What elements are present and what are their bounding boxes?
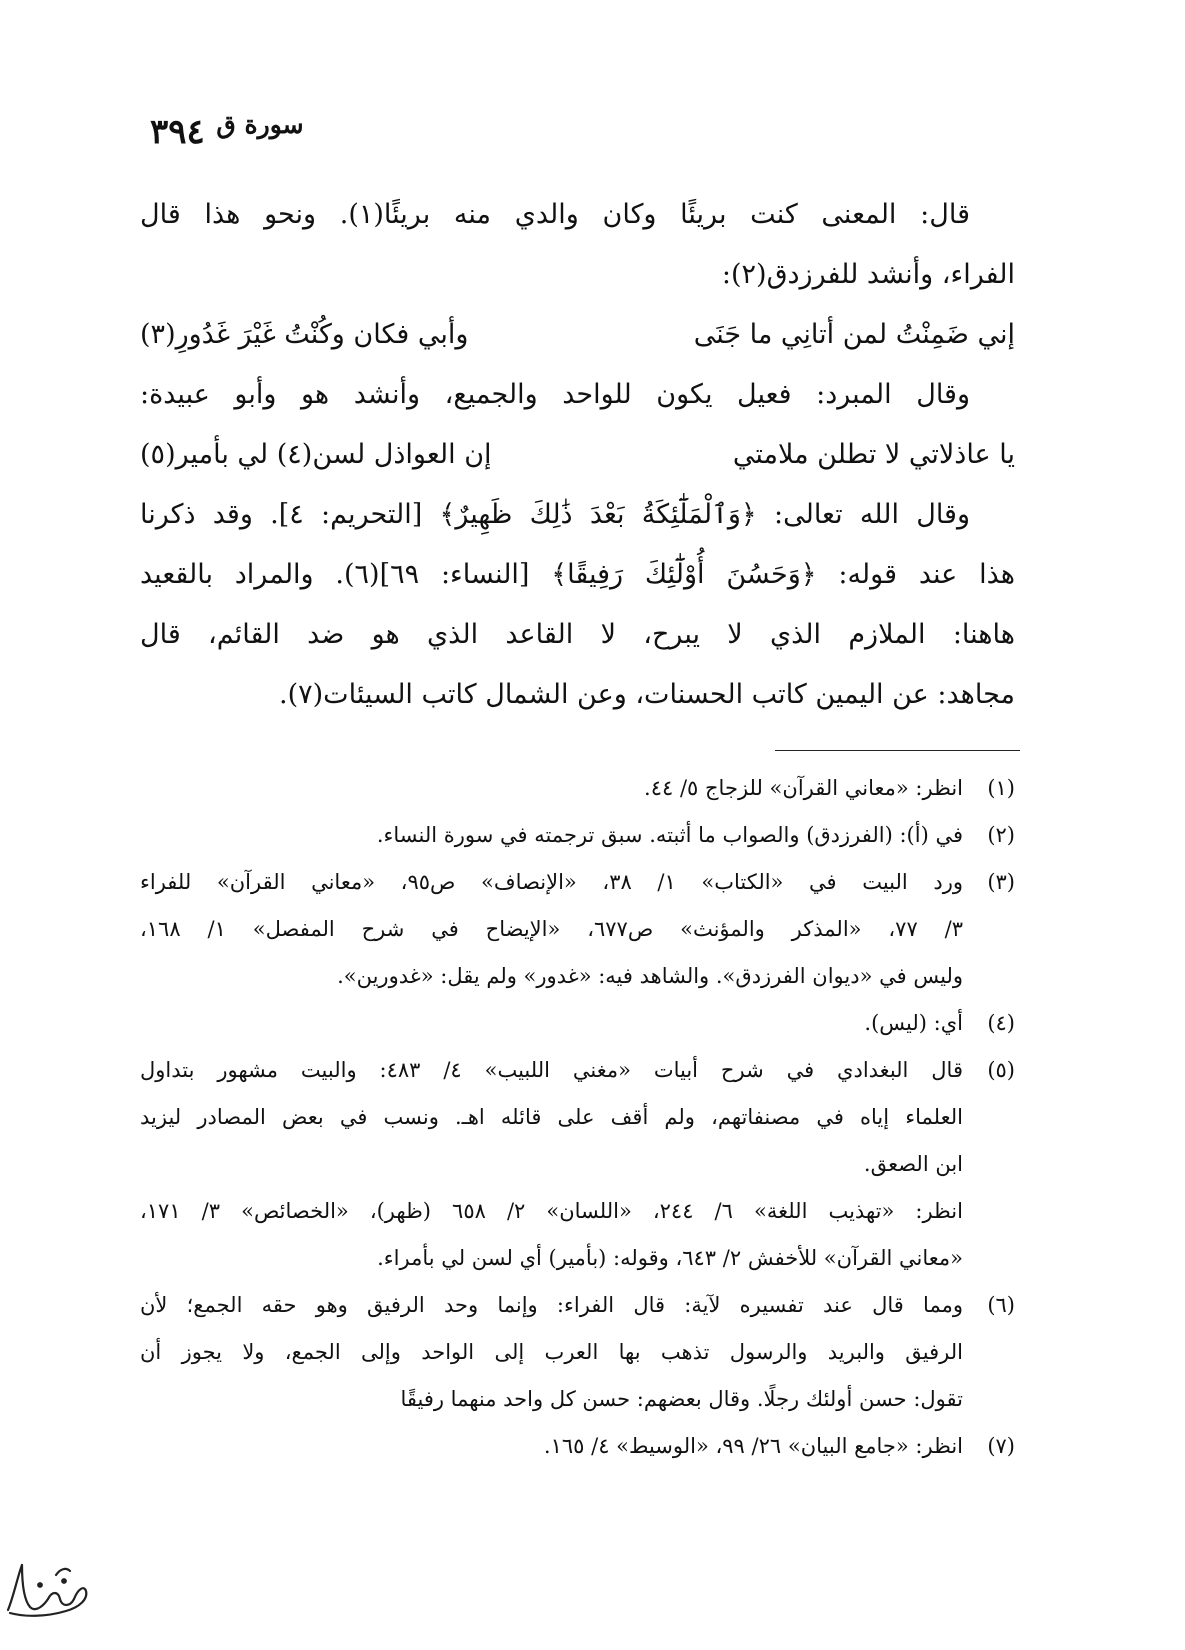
footnote-line: انظر: «جامع البيان» ٢٦/ ٩٩، «الوسيط» ٤/ ١٦٥. xyxy=(543,1434,963,1458)
page-number: ٣٩٤ xyxy=(150,112,205,152)
footnote-line: تقول: حسن أولئك رجلًا. وقال بعضهم: حسن كل واحد منهما رفيقًا xyxy=(400,1387,963,1411)
footnote-line: ورد البيت في «الكتاب» ١/ ٣٨، «الإنصاف» ص٩٥، «معاني القرآن» للفراء xyxy=(140,870,963,894)
footnote-line: قال البغدادي في شرح أبيات «مغني اللبيب» ٤/ ٤٨٣: والبيت مشهور بتداول xyxy=(140,1058,963,1082)
footnote-line: انظر: «معاني القرآن» للزجاج ٥/ ٤٤. xyxy=(644,776,963,800)
text-line: الفراء، وأنشد للفرزدق(٢): xyxy=(721,259,1015,290)
footnote xyxy=(140,1423,1015,1470)
footnote-line: الرفيق والبريد والرسول تذهب بها العرب إلى الواحد وإلى الجمع، ولا يجوز أن xyxy=(140,1340,963,1364)
footnote xyxy=(140,859,1015,1000)
text-line: هذا عند قوله: ﴿وَحَسُنَ أُوْلَٰٓئِكَ رَفِيقًا﴾ [النساء: ٦٩](٦). والمراد بالقعيد xyxy=(140,559,1015,590)
text-line: مجاهد: عن اليمين كاتب الحسنات، وعن الشمال كاتب السيئات(٧). xyxy=(279,679,1015,710)
verse-first-hemistich: إني ضَمِنْتُ لمن أتانِي ما جَنَى xyxy=(693,319,1015,350)
text-line: وقال الله تعالى: ﴿وَٱلْمَلَٰٓئِكَةُ بَعْدَ ذَٰلِكَ ظَهِيرٌ﴾ [التحريم: ٤]. وقد ذكرنا xyxy=(140,499,970,530)
footnote-number: (٧) xyxy=(987,1434,1015,1458)
footnote xyxy=(140,1047,1015,1282)
footnote-line: ابن الصعق. xyxy=(863,1152,963,1176)
footnote-line: ومما قال عند تفسيره لآية: قال الفراء: وإنما وحد الرفيق وهو حقه الجمع؛ لأن xyxy=(140,1293,963,1317)
footnote-line: في (أ): (الفرزدق) والصواب ما أثبته. سبق ترجمته في سورة النساء. xyxy=(376,823,963,847)
footnote-line: انظر: «تهذيب اللغة» ٦/ ٢٤٤، «اللسان» ٢/ ٦٥٨ (ظهر)، «الخصائص» ٣/ ١٧١، xyxy=(140,1199,963,1223)
text-line: وقال المبرد: فعيل يكون للواحد والجميع، وأنشد هو وأبو عبيدة: xyxy=(140,379,970,410)
footnote-number: (٤) xyxy=(987,1011,1015,1035)
verse-second-hemistich: وأبي فكان وكُنْتُ غَيْرَ غَدُورِ(٣) xyxy=(140,319,469,350)
footnote-line: العلماء إياه في مصنفاتهم، ولم أقف على قائله اهـ. ونسب في بعض المصادر ليزيد xyxy=(140,1105,963,1129)
footnote-number: (٥) xyxy=(987,1058,1015,1082)
footnote xyxy=(140,1282,1015,1423)
footnote-number: (٣) xyxy=(987,870,1015,894)
footnote-number: (٢) xyxy=(987,823,1015,847)
text-line: قال: المعنى كنت بريئًا وكان والدي منه بريئًا(١). ونحو هذا قال xyxy=(140,199,970,230)
poetry-verse xyxy=(140,305,1015,365)
footnote xyxy=(140,812,1015,859)
footnote-separator xyxy=(775,750,1020,751)
calligraphy-logo xyxy=(0,1555,90,1635)
text-line: هاهنا: الملازم الذي لا يبرح، لا القاعد الذي هو ضد القائم، قال xyxy=(140,619,1015,650)
footnote-number: (٦) xyxy=(987,1293,1015,1317)
footnote-line: «معاني القرآن» للأخفش ٢/ ٦٤٣، وقوله: (بأمير) أي لسن لي بأمراء. xyxy=(377,1246,963,1270)
verse-first-hemistich: يا عاذلاتي لا تطلن ملامتي xyxy=(732,439,1015,470)
main-text xyxy=(140,185,1015,725)
footnote-line: وليس في «ديوان الفرزدق». والشاهد فيه: «غدور» ولم يقل: «غدورين». xyxy=(337,964,963,988)
verse-second-hemistich: إن العواذل لسن(٤) لي بأمير(٥) xyxy=(140,439,492,470)
running-title: سورة ق xyxy=(216,110,304,139)
footnote-line: أي: (ليس). xyxy=(864,1011,963,1035)
footnote xyxy=(140,1000,1015,1047)
poetry-verse xyxy=(140,425,1015,485)
footnote-line: ٣/ ٧٧، «المذكر والمؤنث» ص٦٧٧، «الإيضاح في شرح المفصل» ١/ ١٦٨، xyxy=(140,917,963,941)
footnote xyxy=(140,765,1015,812)
footnote-number: (١) xyxy=(987,776,1015,800)
footnotes xyxy=(140,765,1015,1470)
